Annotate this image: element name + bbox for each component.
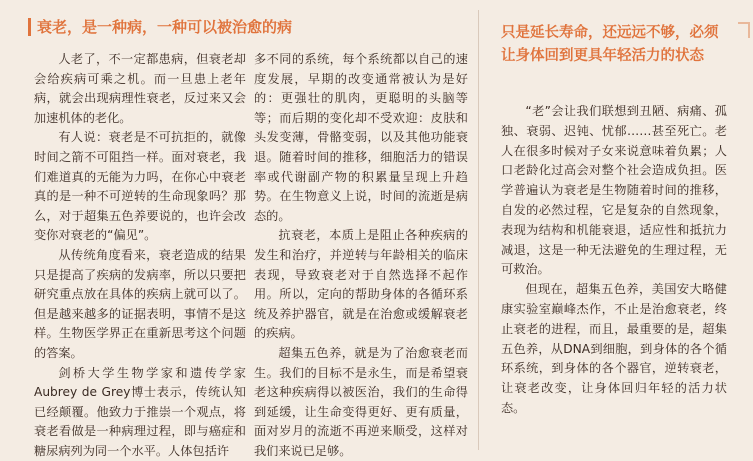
corner-bracket-icon bbox=[738, 22, 750, 38]
sidebar-title: 只是延长寿命，还远远不够，必须让身体回到更具年轻活力的状态 bbox=[501, 22, 731, 68]
paragraph: 但现在，超集五色养，美国安大略健康实验室巅峰杰作，不止是治愈衰老，终止衰老的进程，而且，最重要的是，超集五色养，从DNA到细胞，到身体的各个循环系统，到身体的各个器官，逆转衰老，让衰老改变，让身体回归年轻的活力状态。 bbox=[501, 280, 727, 419]
paragraph: 有人说：衰老是不可抗拒的，就像时间之箭不可阻挡一样。面对衰老，我们难道真的无能为力吗，在你心中衰老真的是一种不可逆转的生命现象吗？那么，对于超集五色养要说的，也许会改变你对衰老的“偏见”。 bbox=[34, 128, 246, 246]
article-column-2 bbox=[254, 50, 468, 461]
paragraph: 超集五色养，就是为了治愈衰老而生。我们的目标不是永生，而是希望衰老这种疾病得以被医治，我们的生命得到延缓，让生命变得更好、更有质量，面对岁月的流逝不再逆来顺受，这样对我们来说已足够。 bbox=[254, 344, 468, 461]
article-column-1 bbox=[34, 50, 246, 461]
paragraph: 多不同的系统，每个系统都以自己的速度发展，早期的改变通常被认为是好的：更强壮的肌肉，更聪明的头脑等等；而后期的变化却不受欢迎：皮肤和头发变薄，骨骼变弱，以及其他功能衰退。随着时间的推移，细胞活力的错误率或代谢副产物的积累量呈现上升趋势。在生物意义上说，时间的流逝是病态的。 bbox=[254, 50, 468, 226]
column-divider bbox=[478, 10, 479, 450]
sidebar-body bbox=[501, 102, 727, 419]
article-title: 衰老，是一种病，一种可以被治愈的病 bbox=[28, 18, 292, 36]
paragraph: 剑桥大学生物学家和遗传学家Aubrey de Grey博士表示，传统认知已经颠覆。他致力于推崇一个观点，将衰老看做是一种病理过程，即与癌症和糖尿病列为同一个水平。人体包括许 bbox=[34, 364, 246, 461]
paragraph: “老”会让我们联想到丑陋、病痛、孤独、衰弱、迟钝、忧郁……甚至死亡。老人在很多时候对子女来说意味着负累；人口老龄化过高会对整个社会造成负担。医学普遍认为衰老是生物随着时间的推移，自发的必然过程，它是复杂的自然现象，表现为结构和机能衰退，适应性和抵抗力减退，这是一种无法避免的生理过程，无可救治。 bbox=[501, 102, 727, 280]
paragraph: 从传统角度看来，衰老造成的结果只是提高了疾病的发病率，所以只要把研究重点放在具体的疾病上就可以了。但是越来越多的证据表明，事情不是这样。生物医学界正在重新思考这个问题的答案。 bbox=[34, 246, 246, 364]
paragraph: 人老了，不一定都患病，但衰老却会给疾病可乘之机。而一旦患上老年病，就会出现病理性衰老，反过来又会加速机体的老化。 bbox=[34, 50, 246, 128]
paragraph: 抗衰老，本质上是阻止各种疾病的发生和治疗，并逆转与年龄相关的临床表现，导致衰老对于自然选择不起作用。所以，定向的帮助身体的各循环系统及养护器官，就是在治愈或缓解衰老的疾病。 bbox=[254, 226, 468, 344]
